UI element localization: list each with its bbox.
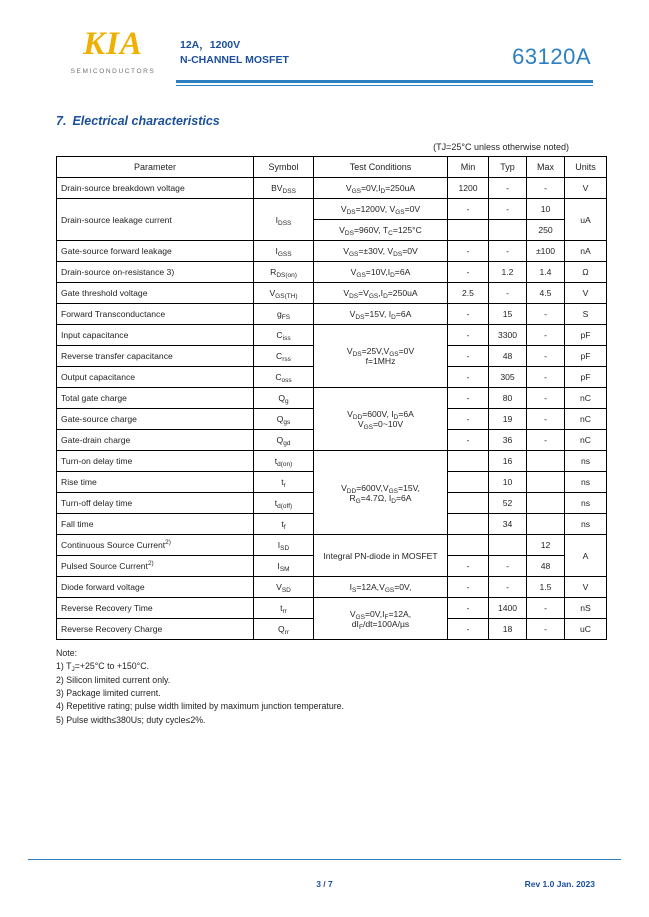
cell-units: uA <box>565 199 607 241</box>
cell-units: ns <box>565 472 607 493</box>
cell-conditions: $V_{DS}=15V$, $I_D=6A$ <box>314 304 448 325</box>
section-title-text: Electrical characteristics <box>72 114 220 128</box>
page-header <box>28 0 621 75</box>
cell-parameter: Gate-source charge <box>57 409 254 430</box>
note-item: 5) Pulse width≤380Us; duty cycle≤2%. <box>56 714 206 725</box>
table-row <box>57 241 607 262</box>
cell-typ: 15 <box>489 304 527 325</box>
cell-parameter: Forward Transconductance <box>57 304 254 325</box>
cell-max: 1.5 <box>527 577 565 598</box>
cell-typ: 3300 <box>489 325 527 346</box>
cell-units: ns <box>565 514 607 535</box>
cell-typ: 36 <box>489 430 527 451</box>
cell-typ: - <box>489 283 527 304</box>
logo-text: KIA <box>83 26 143 62</box>
footer-rule <box>28 859 621 860</box>
cell-symbol: $I_{SM}$ <box>254 556 314 577</box>
temperature-condition-note: (TJ=25°C unless otherwise noted) <box>433 142 569 152</box>
table-row <box>57 283 607 304</box>
cell-parameter: Drain-source leakage current <box>57 199 254 241</box>
electrical-characteristics-table <box>56 156 607 640</box>
cell-typ: - <box>489 178 527 199</box>
cell-symbol: $C_{iss}$ <box>254 325 314 346</box>
cell-min: - <box>448 346 489 367</box>
cell-max: - <box>527 388 565 409</box>
cell-typ: 34 <box>489 514 527 535</box>
cell-typ: 16 <box>489 451 527 472</box>
cell-units: nA <box>565 241 607 262</box>
cell-units: nC <box>565 409 607 430</box>
table-row <box>57 535 607 556</box>
cell-parameter: Pulsed Source Current$^{2)}$ <box>57 556 254 577</box>
cell-units: nS <box>565 598 607 619</box>
cell-max: - <box>527 178 565 199</box>
cell-conditions: $I_S=12A,V_{GS}=0V$, <box>314 577 448 598</box>
cell-min: 1200 <box>448 178 489 199</box>
cell-units: S <box>565 304 607 325</box>
cell-max: - <box>527 325 565 346</box>
cell-typ: 1.2 <box>489 262 527 283</box>
notes-block <box>56 647 621 727</box>
cell-units: pF <box>565 346 607 367</box>
cell-max: 10 <box>527 199 565 220</box>
cell-typ <box>489 220 527 241</box>
section-heading <box>56 114 621 128</box>
cell-typ: 19 <box>489 409 527 430</box>
cell-max: ±100 <box>527 241 565 262</box>
table-row <box>57 178 607 199</box>
header-test-conditions: Test Conditions <box>314 157 448 178</box>
table-row <box>57 598 607 619</box>
cell-parameter: Output capacitance <box>57 367 254 388</box>
cell-conditions: $V_{DS}=1200V$, $V_{GS}=0V$ <box>314 199 448 220</box>
device-type: N-CHANNEL MOSFET <box>180 54 289 67</box>
header-rule-thin <box>176 85 593 86</box>
cell-parameter: Continuous Source Current$^{2)}$ <box>57 535 254 556</box>
cell-min <box>448 220 489 241</box>
cell-conditions: $V_{GS}=\pm 30V$, $V_{DS}=0V$ <box>314 241 448 262</box>
cell-parameter: Rise time <box>57 472 254 493</box>
cell-typ: 1400 <box>489 598 527 619</box>
cell-typ: 10 <box>489 472 527 493</box>
device-spec <box>180 38 289 68</box>
cell-typ: - <box>489 577 527 598</box>
cell-conditions: $V_{GS}=10V,I_D=6A$ <box>314 262 448 283</box>
cell-parameter: Total gate charge <box>57 388 254 409</box>
cell-max: 12 <box>527 535 565 556</box>
header-min: Min <box>448 157 489 178</box>
note-item: 2) Silicon limited current only. <box>56 674 171 685</box>
cell-parameter: Reverse transfer capacitance <box>57 346 254 367</box>
cell-parameter: Turn-on delay time <box>57 451 254 472</box>
cell-min: - <box>448 577 489 598</box>
cell-max: 250 <box>527 220 565 241</box>
cell-min: - <box>448 262 489 283</box>
cell-max: - <box>527 619 565 640</box>
header-parameter: Parameter <box>57 157 254 178</box>
cell-units: V <box>565 178 607 199</box>
header-typ: Typ <box>489 157 527 178</box>
company-logo <box>58 28 168 75</box>
cell-parameter: Diode forward voltage <box>57 577 254 598</box>
cell-units: nC <box>565 430 607 451</box>
cell-max: 1.4 <box>527 262 565 283</box>
cell-symbol: $V_{GS(TH)}$ <box>254 283 314 304</box>
cell-max: - <box>527 409 565 430</box>
cell-symbol: $R_{DS(on)}$ <box>254 262 314 283</box>
cell-max: 4.5 <box>527 283 565 304</box>
cell-max <box>527 472 565 493</box>
cell-typ: 18 <box>489 619 527 640</box>
cell-units: pF <box>565 367 607 388</box>
cell-min: - <box>448 367 489 388</box>
cell-parameter: Input capacitance <box>57 325 254 346</box>
cell-conditions: $V_{GS}=0V,I_D=250uA$ <box>314 178 448 199</box>
cell-conditions: $V_{DS}=V_{GS},I_D=250uA$ <box>314 283 448 304</box>
cell-min: - <box>448 199 489 220</box>
cell-typ: - <box>489 241 527 262</box>
section-number: 7. <box>56 114 67 128</box>
cell-symbol: $I_{GSS}$ <box>254 241 314 262</box>
device-ratings: 12A，1200V <box>180 39 241 51</box>
cell-symbol: $Q_{gd}$ <box>254 430 314 451</box>
table-row <box>57 451 607 472</box>
note-item: 4) Repetitive rating; pulse width limited by maximum junction temperature. <box>56 701 344 712</box>
cell-max <box>527 514 565 535</box>
cell-min <box>448 493 489 514</box>
cell-max: - <box>527 367 565 388</box>
cell-parameter: Reverse Recovery Charge <box>57 619 254 640</box>
cell-min: - <box>448 304 489 325</box>
header-rule-thick <box>176 80 593 83</box>
cell-min: - <box>448 556 489 577</box>
header-max: Max <box>527 157 565 178</box>
cell-parameter: Fall time <box>57 514 254 535</box>
cell-symbol: $V_{SD}$ <box>254 577 314 598</box>
table-row <box>57 325 607 346</box>
cell-min <box>448 451 489 472</box>
cell-min <box>448 472 489 493</box>
cell-typ: 52 <box>489 493 527 514</box>
cell-typ <box>489 535 527 556</box>
cell-conditions: Integral PN-diode in MOSFET <box>314 535 448 577</box>
cell-max: - <box>527 304 565 325</box>
cell-min <box>448 535 489 556</box>
cell-symbol: $t_r$ <box>254 472 314 493</box>
table-row <box>57 577 607 598</box>
cell-conditions: $V_{DD}=600V,V_{GS}=15V$, $R_G=4.7\Omega$, $I_D=6A$ <box>314 451 448 535</box>
cell-parameter: Gate-drain charge <box>57 430 254 451</box>
header-symbol: Symbol <box>254 157 314 178</box>
note-item: 3) Package limited current. <box>56 688 161 699</box>
cell-max: - <box>527 346 565 367</box>
logo-subtitle: SEMICONDUCTORS <box>70 68 156 75</box>
cell-max <box>527 493 565 514</box>
cell-typ: - <box>489 556 527 577</box>
cell-symbol: $Q_{rr}$ <box>254 619 314 640</box>
cell-conditions: $V_{DS}=960V$, $T_C=125^\circ C$ <box>314 220 448 241</box>
cell-min: - <box>448 388 489 409</box>
table-row <box>57 388 607 409</box>
cell-conditions: $V_{GS}=0V,I_F=12A$, $dI_F/dt=100A/\mu s$ <box>314 598 448 640</box>
part-number: 63120A <box>512 44 591 69</box>
cell-units: ns <box>565 451 607 472</box>
cell-parameter: Drain-source breakdown voltage <box>57 178 254 199</box>
cell-symbol: $Q_g$ <box>254 388 314 409</box>
page-number: 3 / 7 <box>316 879 333 889</box>
cell-typ: 305 <box>489 367 527 388</box>
cell-min: - <box>448 241 489 262</box>
cell-units: A <box>565 535 607 577</box>
cell-symbol: $t_f$ <box>254 514 314 535</box>
cell-parameter: Drain-source on-resistance 3) <box>57 262 254 283</box>
cell-symbol: $BV_{DSS}$ <box>254 178 314 199</box>
cell-max <box>527 451 565 472</box>
cell-min: - <box>448 619 489 640</box>
cell-units: pF <box>565 325 607 346</box>
table-row <box>57 199 607 220</box>
table-row <box>57 304 607 325</box>
cell-symbol: $t_{d(off)}$ <box>254 493 314 514</box>
cell-symbol: $Q_{gs}$ <box>254 409 314 430</box>
cell-max: - <box>527 598 565 619</box>
cell-symbol: $g_{FS}$ <box>254 304 314 325</box>
cell-parameter: Reverse Recovery Time <box>57 598 254 619</box>
cell-typ: 80 <box>489 388 527 409</box>
cell-max: 48 <box>527 556 565 577</box>
cell-symbol: $t_{d(on)}$ <box>254 451 314 472</box>
note-item: 1) $T_J=+25^\circ C$ to +150°C. <box>56 661 150 674</box>
cell-min: - <box>448 325 489 346</box>
cell-max: - <box>527 430 565 451</box>
cell-typ: 48 <box>489 346 527 367</box>
cell-symbol: $C_{oss}$ <box>254 367 314 388</box>
notes-heading: Note: <box>56 648 78 658</box>
cell-symbol: $I_{SD}$ <box>254 535 314 556</box>
cell-min: - <box>448 598 489 619</box>
cell-conditions: $V_{DS}=25V,V_{GS}=0V$ f=1MHz <box>314 325 448 388</box>
cell-parameter: Gate threshold voltage <box>57 283 254 304</box>
cell-typ: - <box>489 199 527 220</box>
header-units: Units <box>565 157 607 178</box>
cell-parameter: Gate-source forward leakage <box>57 241 254 262</box>
table-header-row <box>57 157 607 178</box>
cell-units: nC <box>565 388 607 409</box>
cell-units: V <box>565 577 607 598</box>
cell-conditions: $V_{DD}=600V$, $I_D=6A$ $V_{GS}=0\sim 10V$ <box>314 388 448 451</box>
cell-units: V <box>565 283 607 304</box>
cell-parameter: Turn-off delay time <box>57 493 254 514</box>
cell-units: ns <box>565 493 607 514</box>
cell-min: 2.5 <box>448 283 489 304</box>
cell-min <box>448 514 489 535</box>
cell-symbol: $I_{DSS}$ <box>254 199 314 241</box>
cell-symbol: $t_{rr}$ <box>254 598 314 619</box>
cell-symbol: $C_{rss}$ <box>254 346 314 367</box>
cell-min: - <box>448 409 489 430</box>
cell-units: Ω <box>565 262 607 283</box>
cell-units: uC <box>565 619 607 640</box>
revision-label: Rev 1.0 Jan. 2023 <box>524 879 595 889</box>
table-row <box>57 262 607 283</box>
cell-min: - <box>448 430 489 451</box>
